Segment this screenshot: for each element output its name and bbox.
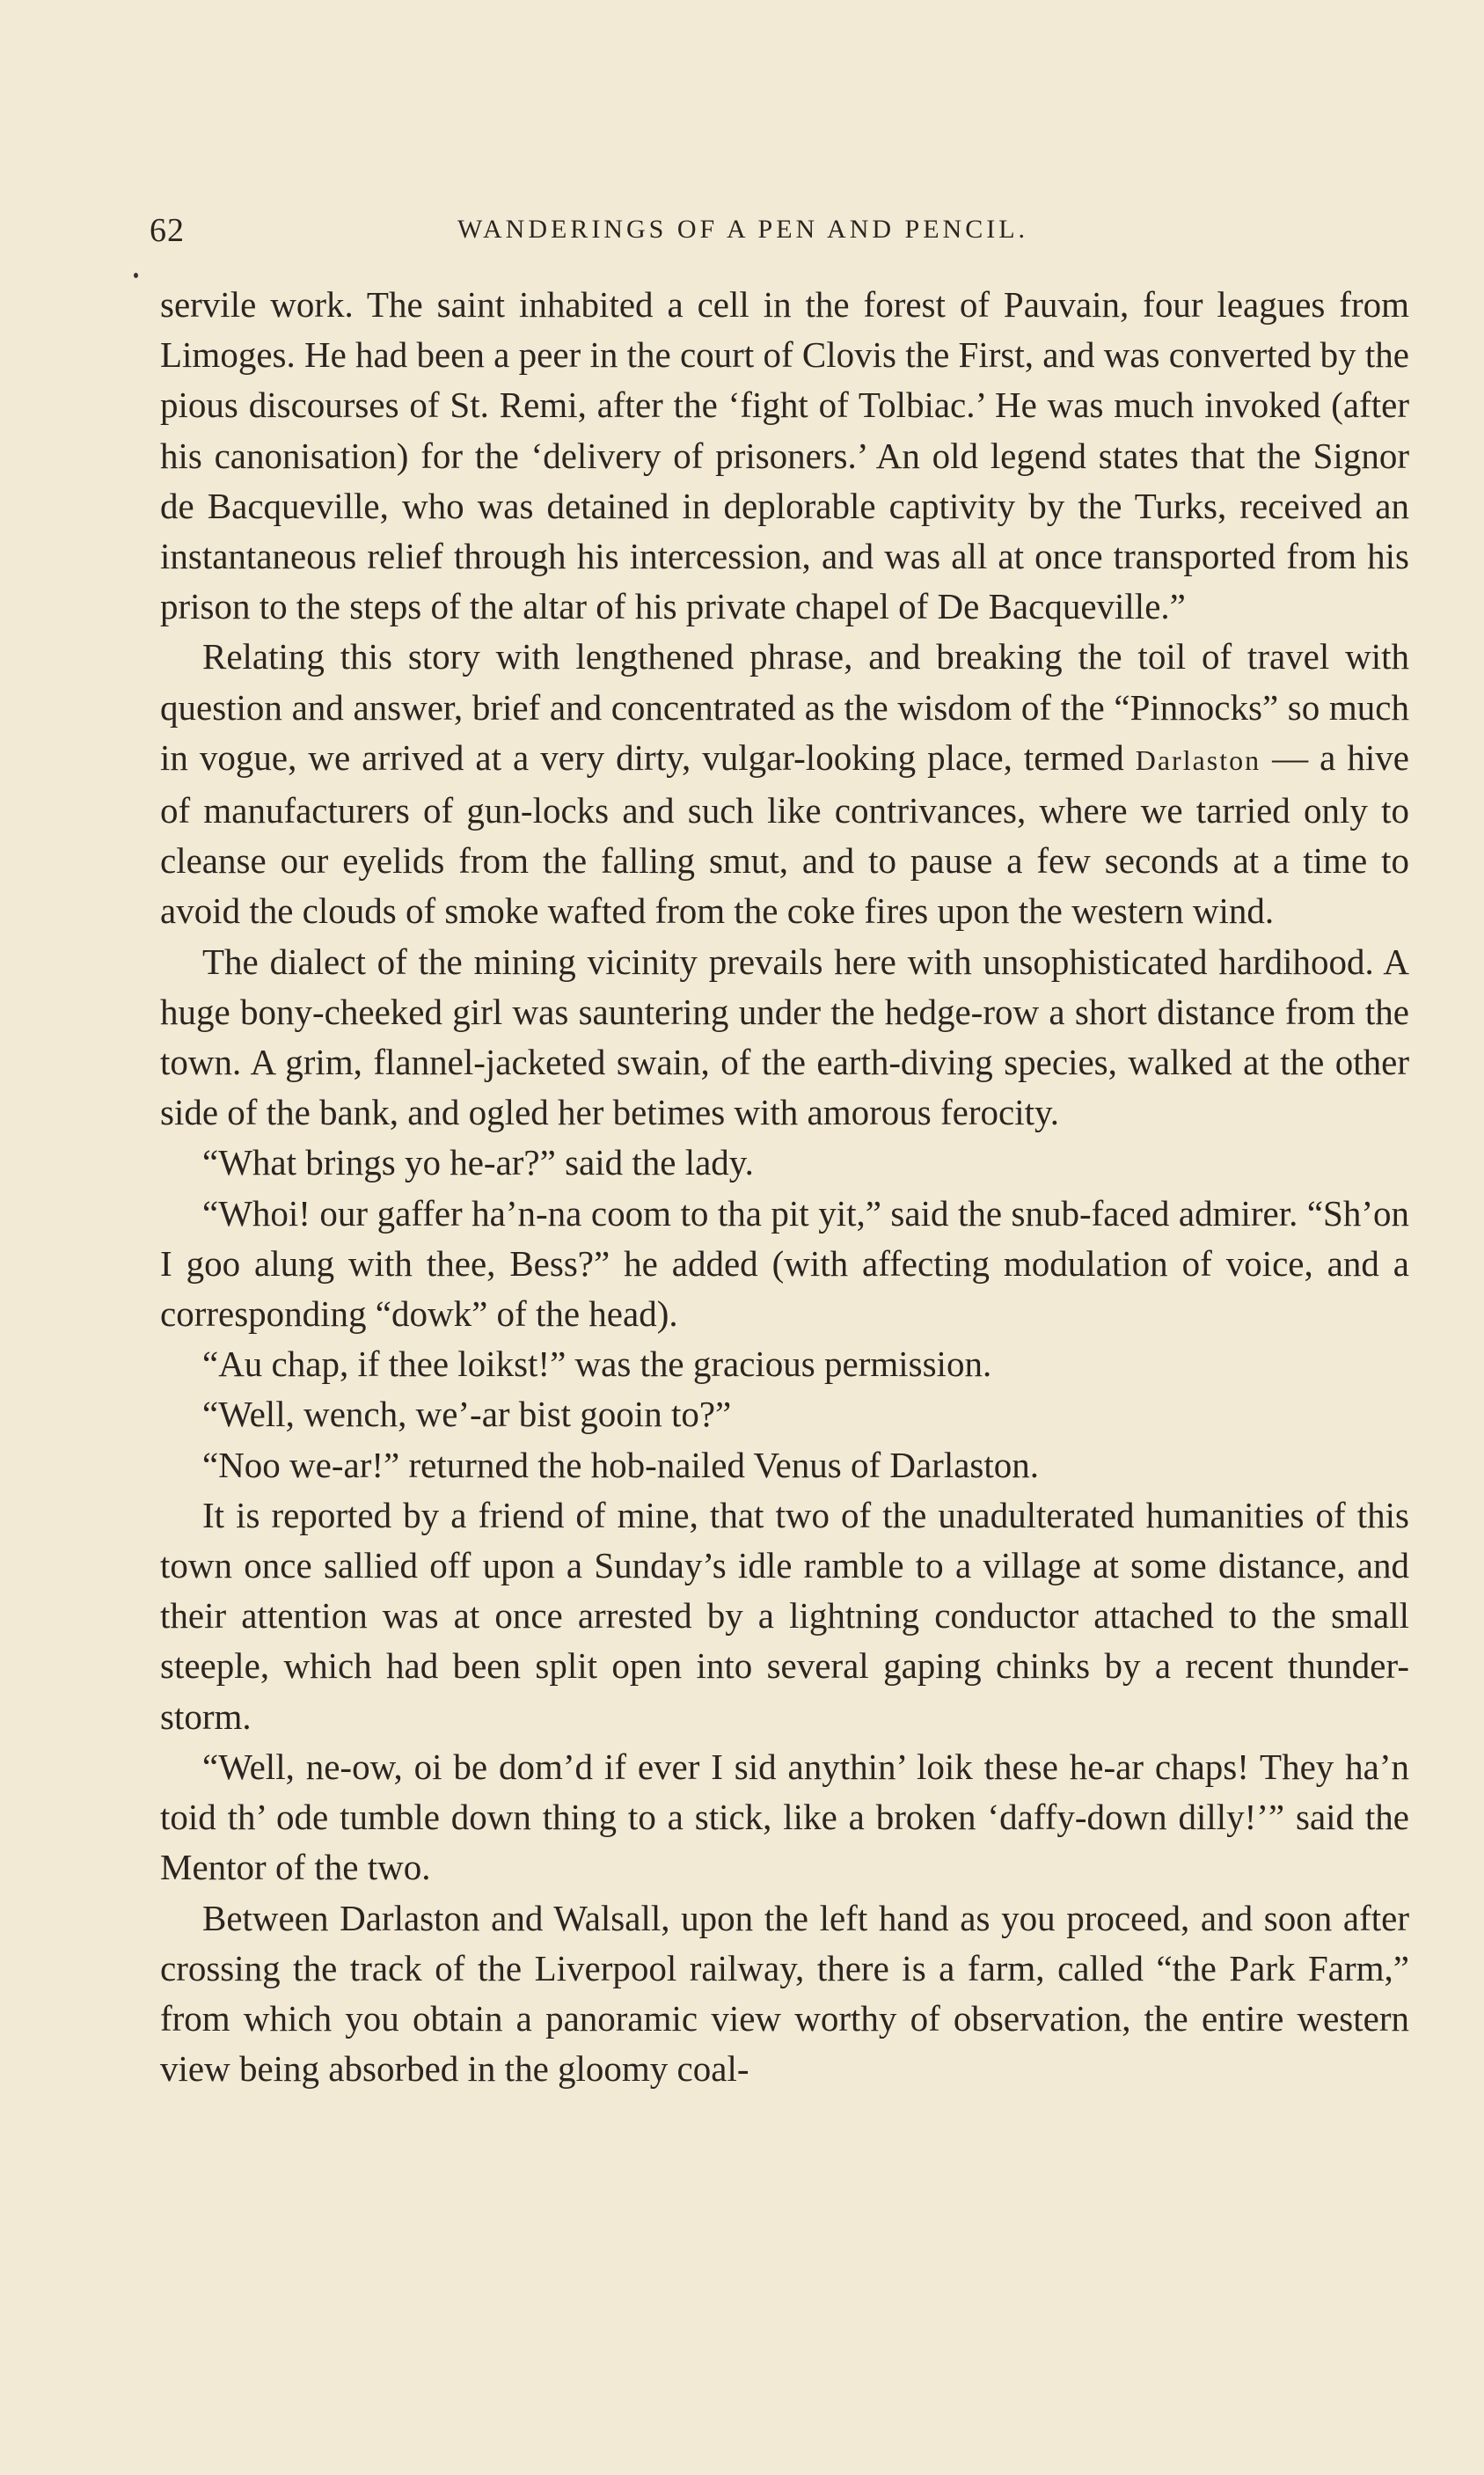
dialogue-line: “Noo we-ar!” returned the hob-nailed Venus of Darlaston. <box>202 1444 1040 1485</box>
dialogue-line: “Au chap, if thee loikst!” was the gracious permission. <box>202 1344 992 1385</box>
paragraph-dialect: The dialect of the mining vicinity prevails here with unsophisticated hardihood. A huge bony-cheeked girl was sauntering under the hedge-row a short distance from the town. A grim, flannel-jacketed swain, of the earth-diving species, walked at the other side of the bank, and ogled her betimes with amorous ferocity. <box>160 941 1409 1133</box>
page-number: 62 <box>150 212 185 249</box>
dialogue-line: “Whoi! our gaffer ha’n-na coom to tha pit yit,” said the snub-faced admirer. “Sh’on I goo alung with thee, Bess?” he added (with affecting modulation of voice, and a corresponding “dowk” of the head). <box>160 1192 1409 1335</box>
running-title: WANDERINGS OF A PEN AND PENCIL. <box>457 215 1029 244</box>
paragraph-darlaston-before: Relating this story with lengthened phrase, and breaking the toil of travel with question and answer, brief and concentrated as the wisdom of the “Pinnocks” so much in vogue, we arrived at a very dirty, vulgar-looking place, termed <box>160 636 1409 778</box>
ink-speck <box>134 273 138 278</box>
paragraph-lightning-conductor: It is reported by a friend of mine, that two of the unadulterated humanities of this town once sallied off upon a Sunday’s idle ramble to a village at some distance, and their attention was at once arrested by a lightning conductor attached to the small steeple, which had been split open into several gaping chinks by a recent thunder-storm. <box>160 1494 1409 1737</box>
paragraph-park-farm: Between Darlaston and Walsall, upon the left hand as you proceed, and soon after crossing the track of the Liverpool railway, there is a farm, called “the Park Farm,” from which you obtain a panoramic view worthy of observation, the entire western view being absorbed in the gloomy coal- <box>160 1897 1409 2090</box>
paragraph-saint-legend: servile work. The saint inhabited a cell in the forest of Pauvain, four leagues from Limoges. He had been a peer in the court of Clovis the First, and was converted by the pious discourses of St. Remi, after the ‘fight of Tolbiac.’ He was much invoked (after his canonisation) for the ‘delivery of prisoners.’ An old legend states that the Signor de Bacqueville, who was detained in deplorable captivity by the Turks, received an instantaneous relief through his intercession, and was all at once transported from his prison to the steps of the altar of his private chapel of De Bacqueville.” <box>160 284 1409 627</box>
dialogue-line: “Well, wench, we’-ar bist gooin to?” <box>202 1394 732 1435</box>
running-head <box>150 211 1390 255</box>
place-name-darlaston: Darlaston <box>1135 744 1261 776</box>
dialogue-line: “What brings yo he-ar?” said the lady. <box>202 1142 754 1183</box>
paragraph-darlaston-after: — a hive of manufacturers of gun-locks and such like contrivances, where we tarried only to cleanse our eyelids from the falling smut, and to pause a few seconds at a time to avoid the clouds of smoke wafted from the coke fires upon the western wind. <box>160 736 1409 932</box>
dialogue-line: “Well, ne-ow, oi be dom’d if ever I sid anythin’ loik these he-ar chaps! They ha’n toid th’ ode tumble down thing to a stick, like a broken ‘daffy-down dilly!’” said the Mentor of the two. <box>160 1746 1409 1888</box>
text-body <box>160 280 1409 2094</box>
paragraph-darlaston-arrival <box>160 632 1409 936</box>
